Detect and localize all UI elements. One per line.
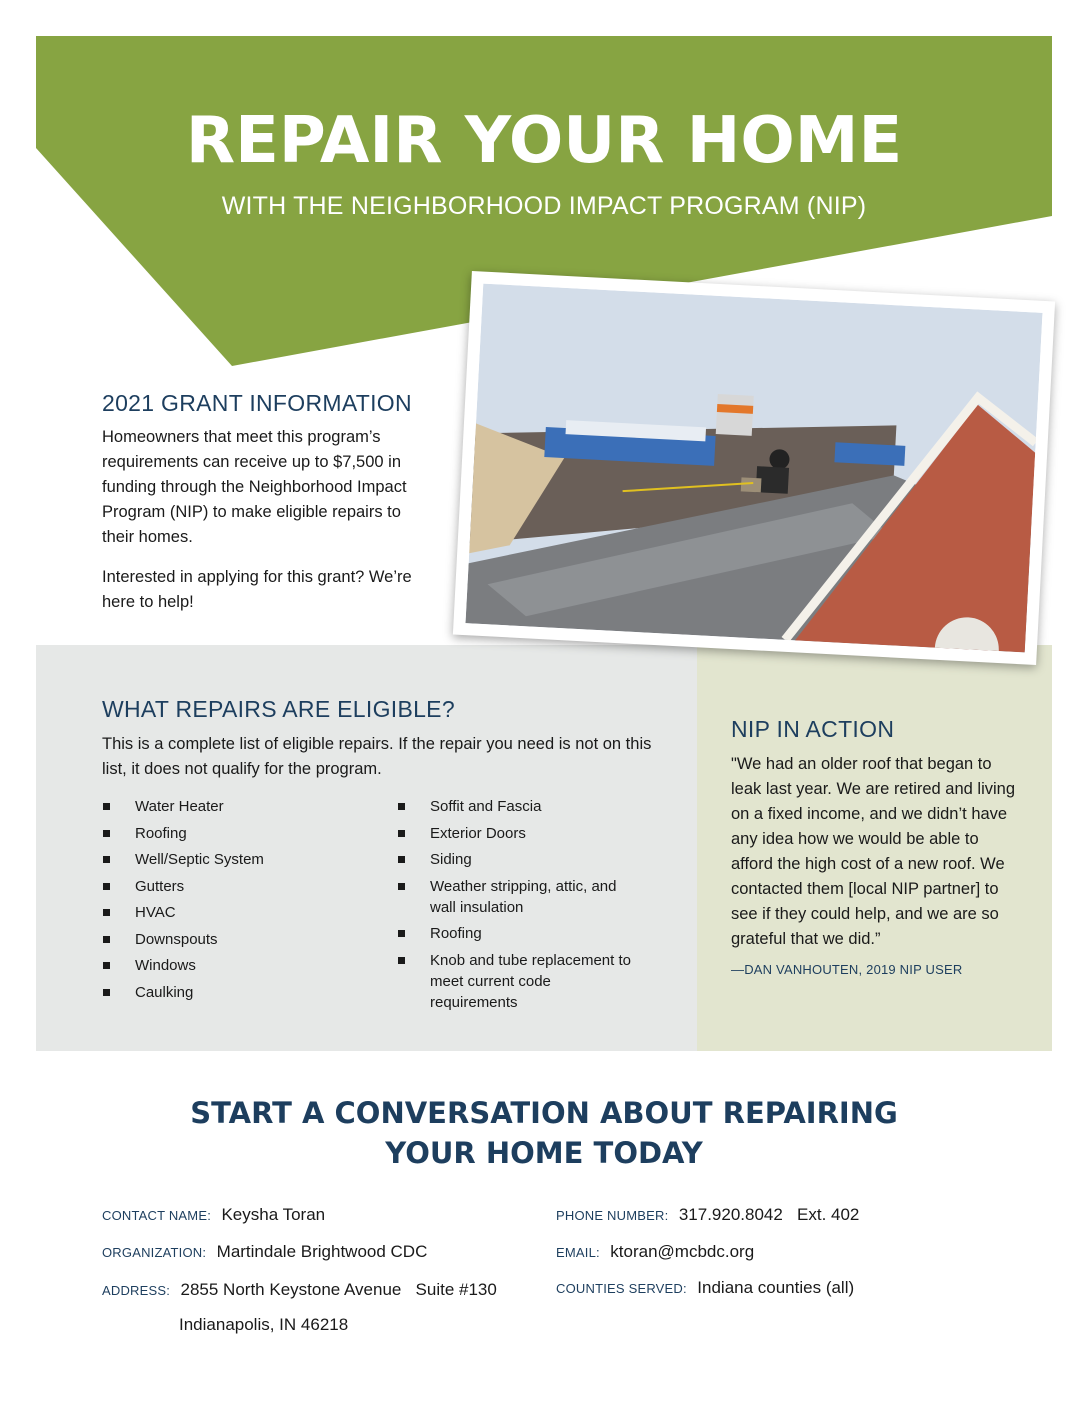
email-label: EMAIL:: [556, 1245, 600, 1260]
bullet-icon: [398, 883, 405, 890]
repair-list-item: [103, 955, 363, 976]
repair-item-label: Caulking: [135, 983, 194, 1001]
page-subtitle: WITH THE NEIGHBORHOOD IMPACT PROGRAM (NIP): [221, 192, 867, 220]
address-label: ADDRESS:: [102, 1283, 171, 1298]
bullet-icon: [103, 989, 110, 996]
repair-item-label: Weather stripping, attic, and wall insulation: [430, 877, 617, 916]
counties-label: COUNTIES SERVED:: [556, 1281, 687, 1296]
repair-item-label: Well/Septic System: [135, 851, 264, 868]
bullet-icon: [103, 883, 110, 890]
counties-value: Indiana counties (all): [697, 1278, 855, 1297]
repair-list-item: [398, 876, 638, 918]
bullet-icon: [103, 962, 110, 969]
bullet-icon: [398, 930, 405, 937]
testimonial-attribution: —DAN VANHOUTEN, 2019 NIP USER: [731, 962, 963, 977]
grant-paragraph: Interested in applying for this grant? We’re here to help!: [102, 568, 412, 611]
organization-value: Martindale Brightwood CDC: [216, 1242, 428, 1261]
repair-item-label: Water Heater: [135, 798, 224, 815]
phone-value: 317.920.8042 Ext. 402: [678, 1205, 860, 1224]
address-line-2-row: [179, 1315, 348, 1335]
nip-action-heading: NIP IN ACTION: [731, 716, 895, 742]
contact-name-row: [102, 1205, 325, 1225]
repair-item-label: Roofing: [135, 824, 187, 842]
bullet-icon: [398, 856, 405, 863]
repairs-heading: WHAT REPAIRS ARE ELIGIBLE?: [102, 696, 455, 722]
roofer-photo-image: [465, 284, 1042, 653]
repair-list-item: [398, 823, 638, 844]
repair-item-label: Exterior Doors: [430, 824, 526, 842]
repair-list-item: [103, 929, 363, 950]
cta-line-1: START A CONVERSATION ABOUT REPAIRING: [190, 1096, 898, 1130]
repair-item-label: Soffit and Fascia: [430, 798, 542, 815]
bullet-icon: [103, 909, 110, 916]
repair-list-item: [398, 950, 638, 1013]
bullet-icon: [103, 936, 110, 943]
contact-name-value: Keysha Toran: [221, 1205, 326, 1224]
repair-item-label: Roofing: [430, 925, 482, 942]
counties-row: [556, 1278, 854, 1298]
repair-item-label: Siding: [430, 851, 472, 868]
repair-list-item: [103, 849, 363, 870]
repair-list-item: [398, 796, 638, 817]
repair-list-item: [103, 902, 363, 923]
grant-heading: 2021 GRANT INFORMATION: [102, 390, 412, 416]
address-line-2: Indianapolis, IN 46218: [179, 1315, 349, 1334]
repair-item-label: Downspouts: [135, 930, 218, 948]
repairs-list-column-2: [398, 796, 638, 1018]
repair-list-item: [103, 982, 363, 1003]
page-title: REPAIR YOUR HOME: [185, 104, 903, 178]
repair-item-label: Gutters: [135, 877, 185, 895]
repair-list-item: [398, 849, 638, 870]
bullet-icon: [103, 830, 110, 837]
repair-list-item: [103, 823, 363, 844]
address-row: [102, 1280, 497, 1300]
bullet-icon: [103, 856, 110, 863]
repairs-list-column-1: [103, 796, 363, 1008]
email-value[interactable]: ktoran@mcbdc.org: [610, 1242, 755, 1261]
grant-paragraph: Homeowners that meet this program’s requirements can receive up to $7,500 in funding through the Neighborhood Impact Program (NIP) to make eligible repairs to their homes.: [102, 428, 407, 546]
testimonial-quote: "We had an older roof that began to leak last year. We are retired and living on a fixed income, and we didn’t have any idea how we would be able to afford the high cost of a new roof. We contacted them [local NIP partner] to see if they could help, and we are so grateful that we did.”: [731, 755, 1016, 948]
address-line-1: 2855 North Keystone Avenue Suite #130: [180, 1280, 497, 1299]
bullet-icon: [398, 803, 405, 810]
repair-item-label: Knob and tube replacement to meet current code requirements: [430, 951, 631, 1011]
roofer-photo: [453, 271, 1055, 665]
contact-name-label: CONTACT NAME:: [102, 1208, 212, 1223]
organization-label: ORGANIZATION:: [102, 1245, 207, 1260]
repair-item-label: Windows: [135, 957, 196, 974]
repair-list-item: [103, 796, 363, 817]
bullet-icon: [103, 803, 110, 810]
bullet-icon: [398, 830, 405, 837]
phone-row: [556, 1205, 859, 1225]
repair-list-item: [103, 876, 363, 897]
grant-body: [102, 425, 432, 630]
repair-list-item: [398, 923, 638, 944]
repairs-intro: This is a complete list of eligible repairs. If the repair you need is not on this list, it does not qualify for the program.: [102, 735, 652, 778]
email-row: [556, 1242, 754, 1262]
organization-row: [102, 1242, 427, 1262]
phone-label: PHONE NUMBER:: [556, 1208, 669, 1223]
cta-line-2: YOUR HOME TODAY: [385, 1136, 703, 1170]
bullet-icon: [398, 957, 405, 964]
repair-item-label: HVAC: [135, 904, 176, 921]
